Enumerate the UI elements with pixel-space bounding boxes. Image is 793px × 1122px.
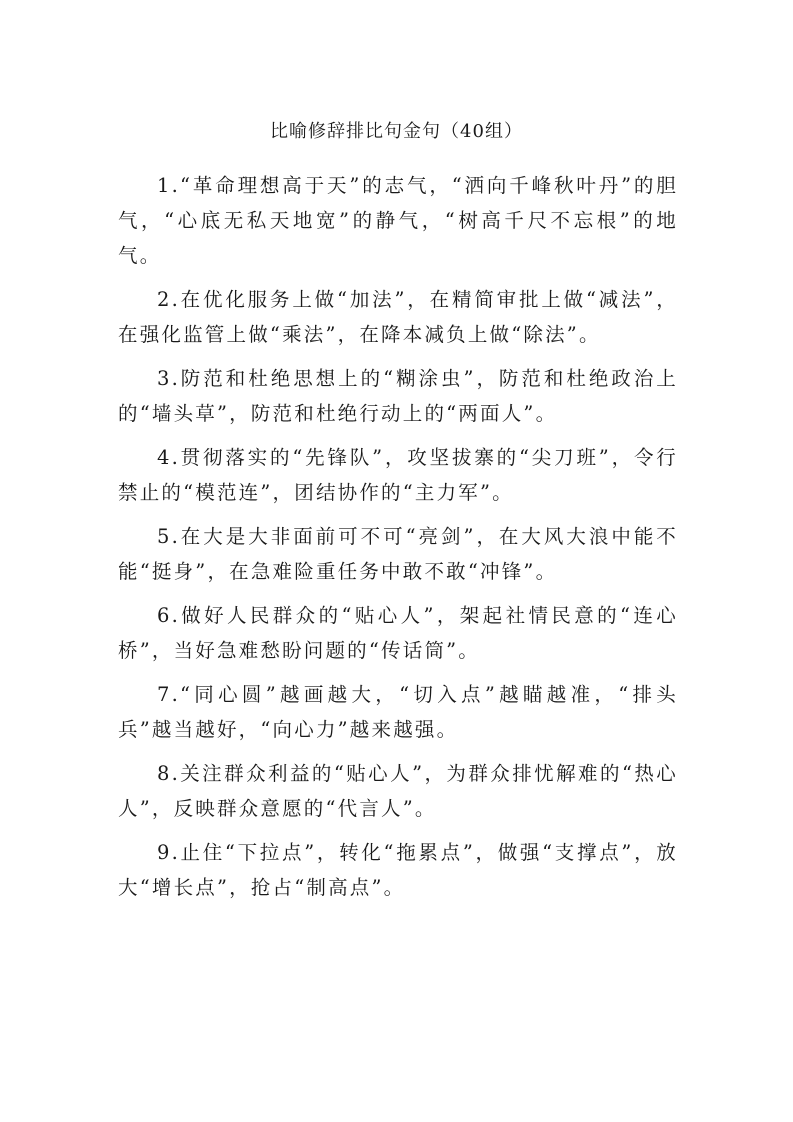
paragraph-7: 7.“同心圆”越画越大，“切入点”越瞄越准，“排头兵”越当越好，“向心力”越来越强。	[118, 683, 678, 741]
document-title: 比喻修辞排比句金句（40组）	[270, 121, 523, 142]
paragraph-2: 2.在优化服务上做“加法”，在精简审批上做“减法”，在强化监管上做“乘法”，在降本减负上做“除法”。	[118, 288, 678, 346]
paragraph-8: 8.关注群众利益的“贴心人”，为群众排忧解难的“热心人”，反映群众意愿的“代言人”。	[118, 762, 678, 820]
document-body	[118, 168, 678, 914]
paragraph-6: 6.做好人民群众的“贴心人”，架起社情民意的“连心桥”，当好急难愁盼问题的“传话筒”。	[118, 604, 678, 662]
paragraph-9: 9.止住“下拉点”，转化“拖累点”，做强“支撑点”，放大“增长点”，抢占“制高点”。	[118, 841, 678, 899]
paragraph-1: 1.“革命理想高于天”的志气，“洒向千峰秋叶丹”的胆气，“心底无私天地宽”的静气，“树高千尺不忘根”的地气。	[118, 174, 678, 267]
paragraph-4: 4.贯彻落实的“先锋队”，攻坚拔寨的“尖刀班”，令行禁止的“模范连”，团结协作的“主力军”。	[118, 446, 678, 504]
paragraph-5: 5.在大是大非面前可不可“亮剑”，在大风大浪中能不能“挺身”，在急难险重任务中敢不敢“冲锋”。	[118, 525, 678, 583]
paragraph-3: 3.防范和杜绝思想上的“糊涂虫”，防范和杜绝政治上的“墙头草”，防范和杜绝行动上的“两面人”。	[118, 367, 678, 425]
